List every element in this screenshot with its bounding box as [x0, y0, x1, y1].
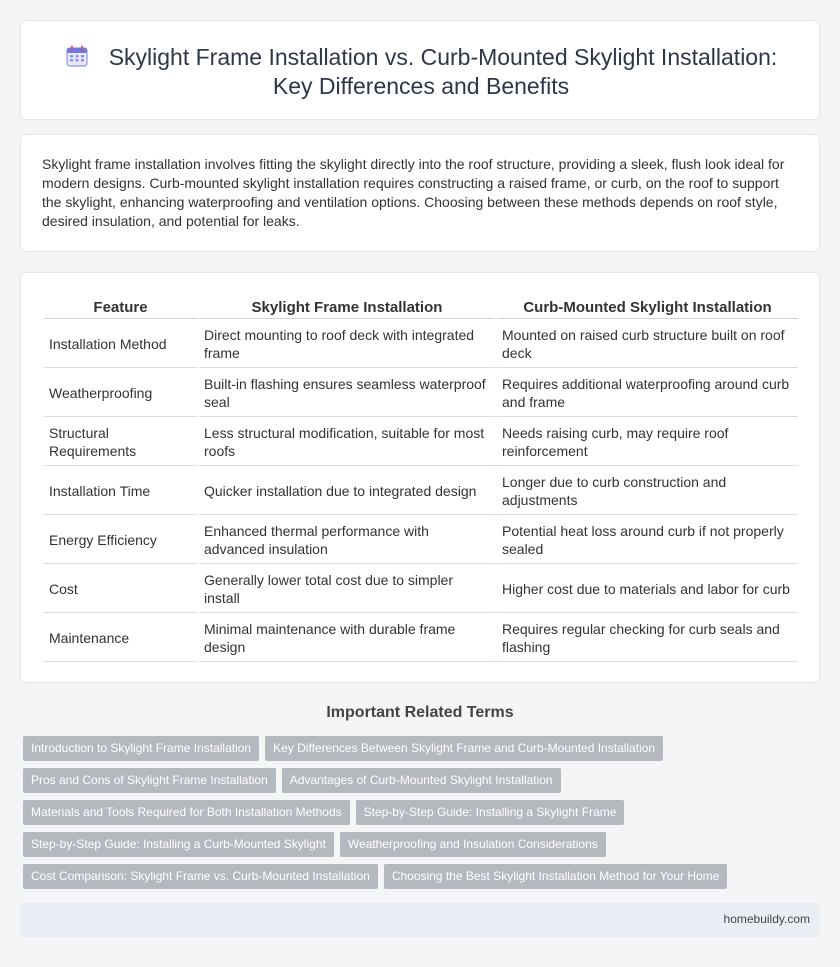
feature-cell: Installation Time [44, 467, 197, 515]
tag-row [23, 800, 624, 825]
frame-cell: Less structural modification, suitable for most roofs [199, 418, 495, 466]
related-tag[interactable]: Weatherproofing and Insulation Considerations [340, 832, 606, 857]
related-tag[interactable]: Key Differences Between Skylight Frame and Curb-Mounted Installation [265, 736, 663, 761]
curb-cell: Higher cost due to materials and labor for curb [497, 565, 798, 613]
title-row [51, 43, 791, 101]
frame-cell: Quicker installation due to integrated design [199, 467, 495, 515]
header-curb-mounted: Curb-Mounted Skylight Installation [497, 297, 798, 319]
feature-cell: Energy Efficiency [44, 516, 197, 564]
related-tag[interactable]: Materials and Tools Required for Both Installation Methods [23, 800, 350, 825]
feature-cell: Cost [44, 565, 197, 613]
header-card [20, 20, 820, 120]
header-skylight-frame: Skylight Frame Installation [199, 297, 495, 319]
intro-card [20, 134, 820, 252]
related-terms-title: Important Related Terms [326, 704, 514, 721]
header-feature: Feature [44, 297, 197, 319]
curb-cell: Requires regular checking for curb seals and flashing [497, 614, 798, 662]
table-row [44, 565, 798, 613]
curb-cell: Mounted on raised curb structure built on roof deck [497, 320, 798, 368]
related-tag[interactable]: Cost Comparison: Skylight Frame vs. Curb-Mounted Installation [23, 864, 378, 889]
frame-cell: Built-in flashing ensures seamless waterproof seal [199, 369, 495, 417]
page-title-line2: Key Differences and Benefits [272, 73, 570, 99]
feature-cell: Weatherproofing [44, 369, 197, 417]
calendar-icon [65, 44, 89, 68]
footer [20, 903, 820, 937]
curb-cell: Requires additional waterproofing around curb and frame [497, 369, 798, 417]
page-title-line1: Skylight Frame Installation vs. Curb-Mounted Skylight Installation: [108, 44, 778, 70]
related-tag[interactable]: Pros and Cons of Skylight Frame Installation [23, 768, 276, 793]
feature-cell: Maintenance [44, 614, 197, 662]
curb-cell: Needs raising curb, may require roof reinforcement [497, 418, 798, 466]
table-row [44, 467, 798, 515]
table-row [44, 418, 798, 466]
intro-paragraph: Skylight frame installation involves fitting the skylight directly into the roof structure, providing a sleek, flush look ideal for modern designs. Curb-mounted skylight installation requires constructing a raised frame, or curb, on the roof to support the skylight, enhancing waterproofing and ventilation options. Choosing between these methods depends on roof style, desired insulation, and potential for leaks. [42, 156, 785, 229]
related-tag[interactable]: Choosing the Best Skylight Installation Method for Your Home [384, 864, 728, 889]
frame-cell: Direct mounting to roof deck with integrated frame [199, 320, 495, 368]
frame-cell: Minimal maintenance with durable frame design [199, 614, 495, 662]
feature-cell: Structural Requirements [44, 418, 197, 466]
curb-cell: Longer due to curb construction and adjustments [497, 467, 798, 515]
footer-site-link[interactable]: homebuildy.com [723, 912, 810, 926]
frame-cell: Generally lower total cost due to simpler install [199, 565, 495, 613]
table-row [44, 614, 798, 662]
tag-row [23, 736, 663, 761]
related-tag[interactable]: Introduction to Skylight Frame Installation [23, 736, 259, 761]
frame-cell: Enhanced thermal performance with advanced insulation [199, 516, 495, 564]
comparison-table [42, 296, 800, 663]
related-tag[interactable]: Advantages of Curb-Mounted Skylight Installation [282, 768, 561, 793]
tag-row [23, 768, 561, 793]
table-header-row [44, 297, 798, 319]
feature-cell: Installation Method [44, 320, 197, 368]
related-tag[interactable]: Step-by-Step Guide: Installing a Skylight Frame [356, 800, 625, 825]
related-tag[interactable]: Step-by-Step Guide: Installing a Curb-Mounted Skylight [23, 832, 334, 857]
table-row [44, 516, 798, 564]
table-row [44, 369, 798, 417]
curb-cell: Potential heat loss around curb if not properly sealed [497, 516, 798, 564]
comparison-table-card [20, 272, 820, 683]
table-row [44, 320, 798, 368]
tag-row [23, 832, 606, 857]
tag-row [23, 864, 727, 889]
